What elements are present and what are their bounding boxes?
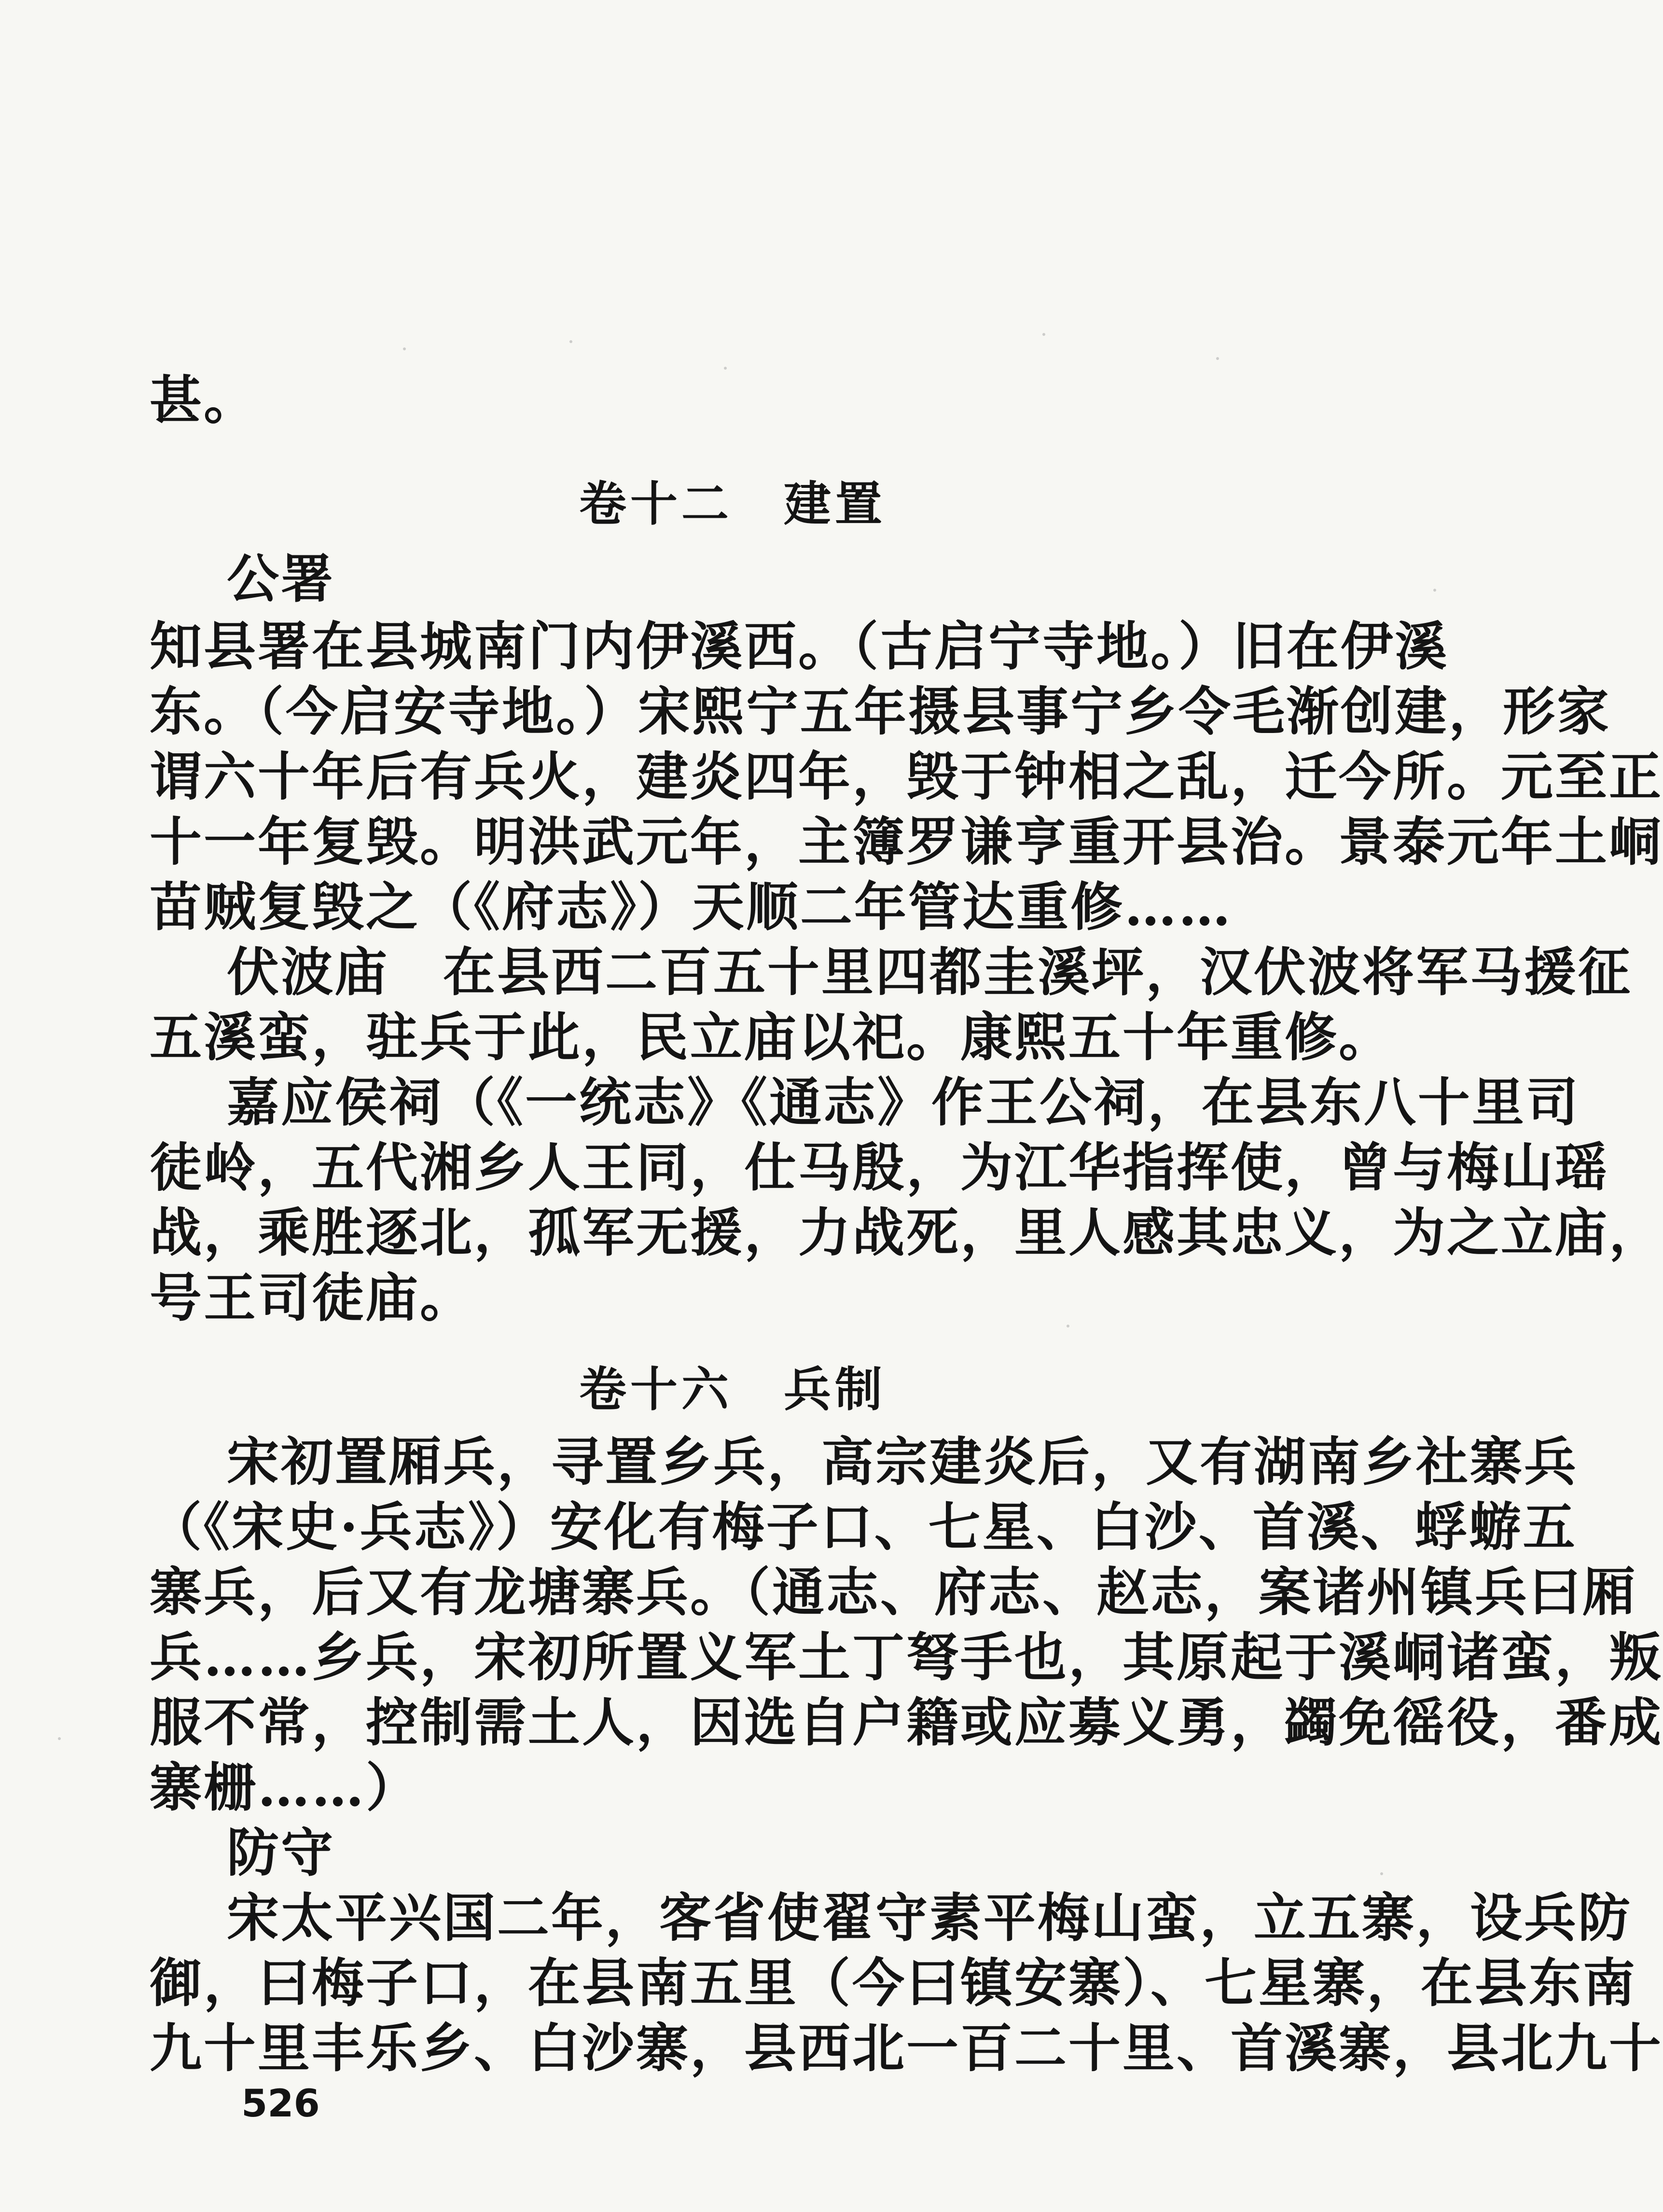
text-line-13: 号王司徒庙。 bbox=[150, 1268, 474, 1328]
text-line-17: 兵……乡兵，宋初所置义军土丁弩手也，其原起于溪峒诸蛮，叛 bbox=[150, 1627, 1663, 1688]
section-heading-1: 卷十二 建置 bbox=[579, 477, 887, 532]
scan-speckle bbox=[58, 1737, 61, 1740]
text-line-14: 宋初置厢兵，寻置乡兵，高宗建炎后，又有湖南乡社寨兵 bbox=[227, 1432, 1579, 1493]
scan-speckle bbox=[1358, 774, 1361, 777]
section-heading-2: 卷十六 兵制 bbox=[579, 1362, 887, 1417]
page-number: 526 bbox=[241, 2082, 320, 2126]
scan-speckle bbox=[569, 340, 572, 343]
text-line-22: 御，曰梅子口，在县南五里（今曰镇安寨）、七星寨，在县东南 bbox=[150, 1953, 1637, 2014]
text-line-19: 寨栅……） bbox=[150, 1757, 420, 1818]
text-line-16: 寨兵，后又有龙塘寨兵。（通志、府志、赵志，案诸州镇兵曰厢 bbox=[150, 1562, 1637, 1623]
text-line-9: 五溪蛮，驻兵于此，民立庙以祀。康熙五十年重修。 bbox=[150, 1007, 1393, 1068]
text-line-12: 战，乘胜逐北，孤军无援，力战死，里人感其忠义，为之立庙， bbox=[150, 1203, 1663, 1263]
text-line-1: 甚。 bbox=[150, 370, 258, 431]
text-line-23: 九十里丰乐乡、白沙寨，县西北一百二十里、首溪寨，县北九十 bbox=[150, 2018, 1663, 2079]
scan-speckle bbox=[724, 367, 727, 370]
text-line-20: 防守 bbox=[227, 1823, 335, 1883]
text-line-4: 东。（今启安寺地。）宋熙宁五年摄县事宁乡令毛渐创建，形家 bbox=[150, 681, 1611, 742]
text-line-7: 苗贼复毁之（《府志》）天顺二年管达重修…… bbox=[150, 877, 1233, 938]
text-line-6: 十一年复毁。明洪武元年，主簿罗谦亨重开县治。景泰元年土峒 bbox=[150, 812, 1663, 872]
scan-speckle bbox=[403, 347, 406, 350]
text-line-8: 伏波庙 在县西二百五十里四都圭溪坪，汉伏波将军马援征 bbox=[227, 942, 1633, 1003]
text-line-11: 徒岭，五代湘乡人王同，仕马殷，为江华指挥使，曾与梅山瑶 bbox=[150, 1137, 1609, 1198]
scan-speckle bbox=[1067, 1325, 1069, 1327]
scan-speckle bbox=[1042, 333, 1045, 336]
scan-speckle bbox=[1380, 1872, 1383, 1875]
scan-speckle bbox=[1216, 357, 1219, 360]
text-line-2: 公署 bbox=[227, 549, 335, 609]
text-line-21: 宋太平兴国二年，客省使翟守素平梅山蛮，立五寨，设兵防 bbox=[227, 1888, 1633, 1949]
text-line-3: 知县署在县城南门内伊溪西。（古启宁寺地。）旧在伊溪 bbox=[150, 616, 1449, 677]
scan-speckle bbox=[1433, 589, 1436, 592]
text-line-5: 谓六十年后有兵火，建炎四年，毁于钟相之乱，迁今所。元至正 bbox=[150, 747, 1663, 807]
text-line-15: （《宋史·兵志》）安化有梅子口、七星、白沙、首溪、蜉蝣五 bbox=[150, 1497, 1577, 1558]
text-line-10: 嘉应侯祠（《一统志》《通志》作王公祠，在县东八十里司 bbox=[227, 1072, 1580, 1133]
text-line-18: 服不常，控制需土人，因选自户籍或应募义勇，蠲免徭役，番成 bbox=[150, 1692, 1663, 1753]
